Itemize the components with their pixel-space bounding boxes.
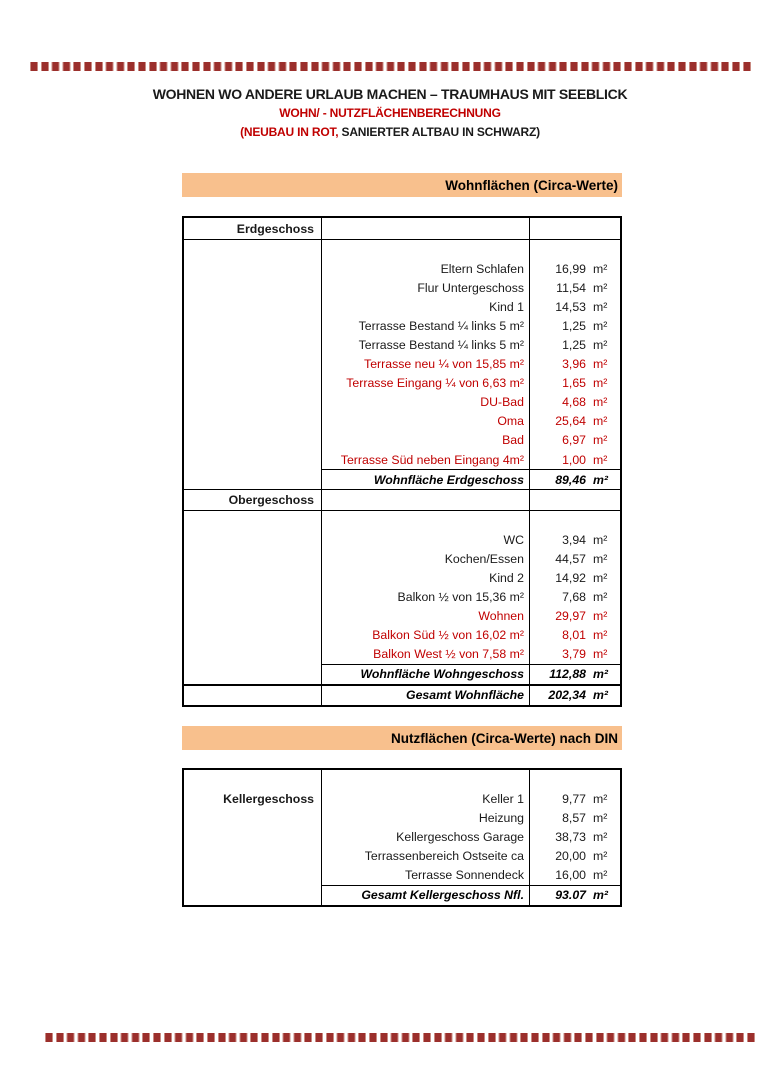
table-row (184, 664, 620, 684)
table-row (184, 827, 620, 846)
floor-label-cell (184, 885, 322, 905)
table-row (184, 431, 620, 450)
room-name-cell: Gesamt Kellergeschoss Nfl. (322, 885, 530, 905)
area-number: 25,64 (555, 414, 586, 429)
area-number: 9,77 (562, 791, 586, 806)
table-row (184, 626, 620, 645)
floor-label-cell (184, 431, 322, 450)
area-number: 3,79 (562, 647, 586, 662)
floor-label-cell (184, 607, 322, 626)
area-unit: m² (593, 791, 608, 806)
area-unit: m² (593, 414, 608, 429)
table-row (184, 240, 620, 259)
area-value-cell (530, 218, 620, 239)
area-number: 1,65 (562, 376, 586, 391)
room-name-cell: WC (322, 530, 530, 549)
area-unit: m² (593, 472, 609, 487)
room-name-cell: Heizung (322, 808, 530, 827)
floor-label-cell (184, 865, 322, 884)
area-value-cell (530, 827, 620, 846)
area-value-cell (530, 645, 620, 664)
floor-label-cell (184, 240, 322, 259)
floor-label-cell (184, 297, 322, 316)
area-number: 3,96 (562, 357, 586, 372)
floor-label-cell (184, 664, 322, 684)
area-value-cell (530, 664, 620, 684)
floor-label-cell (184, 645, 322, 664)
area-value-cell (530, 316, 620, 335)
area-number: 1,25 (562, 318, 586, 333)
area-number: 20,00 (555, 848, 586, 863)
room-name-cell: Terrasse Süd neben Eingang 4m² (322, 450, 530, 469)
room-name-cell: Kind 2 (322, 568, 530, 587)
room-name-cell: Flur Untergeschoss (322, 278, 530, 297)
area-number: 44,57 (555, 551, 586, 566)
legend-red-text: (NEUBAU IN ROT, (240, 125, 339, 139)
area-value-cell (530, 846, 620, 865)
floor-label-cell (184, 770, 322, 789)
document-header (20, 84, 760, 142)
table-row (184, 770, 620, 789)
room-name-cell: Gesamt Wohnfläche (322, 686, 530, 705)
area-value-cell (530, 686, 620, 705)
area-value-cell (530, 393, 620, 412)
area-value-cell (530, 511, 620, 530)
area-unit: m² (593, 848, 608, 863)
area-number: 93.07 (555, 888, 586, 903)
table-row (184, 549, 620, 568)
area-value-cell (530, 431, 620, 450)
table-row (184, 218, 620, 240)
table-row (184, 568, 620, 587)
area-value-cell (530, 588, 620, 607)
area-value-cell (530, 568, 620, 587)
area-unit: m² (593, 532, 608, 547)
area-value-cell (530, 335, 620, 354)
wohnflaechen-table (182, 216, 622, 707)
area-value-cell (530, 626, 620, 645)
table-row (184, 297, 620, 316)
floor-label-cell (184, 686, 322, 705)
area-unit: m² (593, 667, 609, 682)
table-row (184, 865, 620, 884)
room-name-cell: Eltern Schlafen (322, 259, 530, 278)
area-number: 8,01 (562, 628, 586, 643)
area-value-cell (530, 885, 620, 905)
floor-label-cell (184, 374, 322, 393)
table-row (184, 355, 620, 374)
room-name-cell: Terrasse Sonnendeck (322, 865, 530, 884)
floor-label-cell (184, 530, 322, 549)
area-value-cell (530, 240, 620, 259)
area-unit: m² (593, 433, 608, 448)
table-row (184, 607, 620, 626)
area-value-cell (530, 259, 620, 278)
area-unit: m² (593, 261, 608, 276)
area-value-cell (530, 607, 620, 626)
area-number: 112,88 (549, 667, 586, 682)
area-value-cell (530, 770, 620, 789)
room-name-cell: Terrassenbereich Ostseite ca (322, 846, 530, 865)
room-name-cell: Wohnen (322, 607, 530, 626)
room-name-cell: Balkon Süd ½ von 16,02 m² (322, 626, 530, 645)
floor-label-cell (184, 568, 322, 587)
area-value-cell (530, 450, 620, 469)
page-title: WOHNEN WO ANDERE URLAUB MACHEN – TRAUMHAUS MIT SEEBLICK (152, 86, 628, 102)
room-name-cell: Bad (322, 431, 530, 450)
room-name-cell: Kind 1 (322, 297, 530, 316)
room-name-cell (322, 770, 530, 789)
table-row (184, 278, 620, 297)
area-unit: m² (593, 338, 608, 353)
nutzflaechen-table (182, 768, 622, 907)
table-row (184, 316, 620, 335)
table-row (184, 645, 620, 664)
area-value-cell (530, 278, 620, 297)
room-name-cell: Balkon ½ von 15,36 m² (322, 588, 530, 607)
table-row (184, 469, 620, 489)
floor-label-cell (184, 827, 322, 846)
floor-label-cell (184, 355, 322, 374)
area-unit: m² (593, 888, 609, 903)
floor-label-cell (184, 316, 322, 335)
room-name-cell (322, 511, 530, 530)
wohnflaechen-band (182, 173, 622, 197)
table-row (184, 684, 620, 705)
floor-label-cell (184, 846, 322, 865)
room-name-cell: Terrasse Eingang ¼ von 6,63 m² (322, 374, 530, 393)
area-unit: m² (593, 395, 608, 410)
room-name-cell: DU-Bad (322, 393, 530, 412)
area-number: 8,57 (562, 810, 586, 825)
room-name-cell: Terrasse Bestand ¼ links 5 m² (322, 335, 530, 354)
area-value-cell (530, 297, 620, 316)
table-row (184, 450, 620, 469)
floor-label-cell: Kellergeschoss (184, 789, 322, 808)
area-value-cell (530, 374, 620, 393)
area-value-cell (530, 549, 620, 568)
floor-label-cell (184, 588, 322, 607)
floor-label-cell (184, 278, 322, 297)
area-number: 202,34 (548, 688, 586, 703)
area-unit: m² (593, 318, 608, 333)
area-unit: m² (593, 280, 608, 295)
area-value-cell (530, 355, 620, 374)
wohnflaechen-band-title: Wohnflächen (Circa-Werte) (445, 177, 618, 193)
area-value-cell (530, 469, 620, 489)
room-name-cell: Keller 1 (322, 789, 530, 808)
room-name-cell: Balkon West ½ von 7,58 m² (322, 645, 530, 664)
area-number: 14,92 (555, 570, 586, 585)
floor-label-cell (184, 335, 322, 354)
area-number: 14,53 (555, 299, 586, 314)
room-name-cell: Oma (322, 412, 530, 431)
area-unit: m² (593, 452, 608, 467)
table-row (184, 374, 620, 393)
area-number: 7,68 (562, 590, 586, 605)
floor-label-cell (184, 450, 322, 469)
area-value-cell (530, 865, 620, 884)
nutzflaechen-band (182, 726, 622, 750)
top-dotted-page-border (30, 62, 751, 71)
table-row (184, 885, 620, 905)
room-name-cell (322, 490, 530, 510)
table-row (184, 335, 620, 354)
table-row (184, 789, 620, 808)
area-number: 3,94 (562, 532, 586, 547)
legend-black-text: SANIERTER ALTBAU IN SCHWARZ) (338, 125, 540, 139)
area-unit: m² (593, 357, 608, 372)
area-number: 6,97 (562, 433, 586, 448)
floor-label-cell (184, 511, 322, 530)
area-number: 29,97 (555, 609, 586, 624)
area-unit: m² (593, 376, 608, 391)
table-row (184, 588, 620, 607)
floor-label-cell (184, 393, 322, 412)
area-unit: m² (593, 590, 608, 605)
floor-label-cell (184, 412, 322, 431)
room-name-cell: Wohnfläche Erdgeschoss (322, 469, 530, 489)
area-value-cell (530, 412, 620, 431)
area-unit: m² (593, 647, 608, 662)
area-value-cell (530, 808, 620, 827)
area-number: 11,54 (556, 280, 586, 295)
table-row (184, 846, 620, 865)
area-unit: m² (593, 570, 608, 585)
room-name-cell: Kellergeschoss Garage (322, 827, 530, 846)
table-row (184, 412, 620, 431)
area-unit: m² (593, 829, 608, 844)
area-number: 38,73 (555, 829, 586, 844)
table-row (184, 530, 620, 549)
area-number: 1,25 (562, 338, 586, 353)
color-legend (20, 123, 760, 142)
room-name-cell: Terrasse neu ¼ von 15,85 m² (322, 355, 530, 374)
room-name-cell (322, 240, 530, 259)
floor-label-cell: Obergeschoss (184, 490, 322, 510)
area-number: 16,99 (555, 261, 586, 276)
bottom-dotted-page-border (45, 1033, 756, 1042)
floor-label-cell (184, 626, 322, 645)
area-value-cell (530, 490, 620, 510)
room-name-cell: Wohnfläche Wohngeschoss (322, 664, 530, 684)
room-name-cell: Kochen/Essen (322, 549, 530, 568)
area-unit: m² (593, 551, 608, 566)
area-unit: m² (593, 609, 608, 624)
floor-label-cell (184, 549, 322, 568)
area-unit: m² (593, 299, 608, 314)
table-row (184, 393, 620, 412)
area-number: 1,00 (562, 452, 586, 467)
room-name-cell: Terrasse Bestand ¼ links 5 m² (322, 316, 530, 335)
floor-label-cell (184, 469, 322, 489)
room-name-cell (322, 218, 530, 239)
area-number: 89,46 (555, 472, 586, 487)
floor-label-cell: Erdgeschoss (184, 218, 322, 239)
floor-label-cell (184, 808, 322, 827)
area-value-cell (530, 530, 620, 549)
area-number: 16,00 (555, 868, 586, 883)
table-row (184, 489, 620, 511)
table-row (184, 259, 620, 278)
area-unit: m² (593, 868, 608, 883)
area-unit: m² (593, 688, 609, 703)
area-unit: m² (593, 628, 608, 643)
table-row (184, 808, 620, 827)
table-row (184, 511, 620, 530)
nutzflaechen-band-title: Nutzflächen (Circa-Werte) nach DIN (390, 730, 618, 746)
floor-label-cell (184, 259, 322, 278)
area-number: 4,68 (562, 395, 586, 410)
area-unit: m² (593, 810, 608, 825)
area-value-cell (530, 789, 620, 808)
page-subtitle: WOHN/ - NUTZFLÄCHENBERECHNUNG (279, 106, 501, 120)
